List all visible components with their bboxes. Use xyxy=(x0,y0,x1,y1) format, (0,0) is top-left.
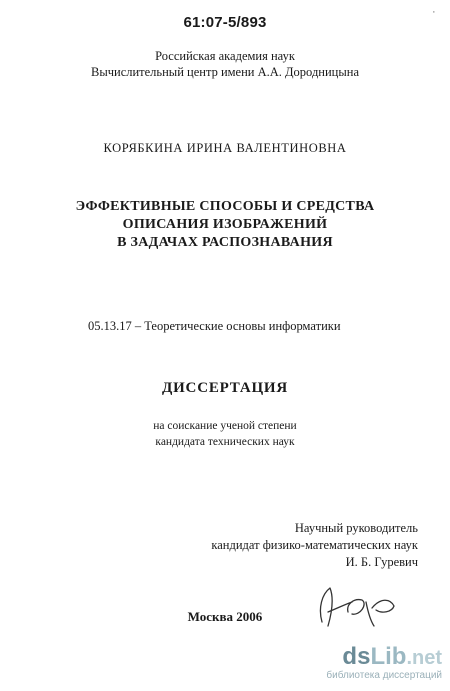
dslib-watermark xyxy=(312,644,442,681)
degree-line-2: кандидата технических наук xyxy=(155,436,295,448)
title-line-1: ЭФФЕКТИВНЫЕ СПОСОБЫ И СРЕДСТВА xyxy=(75,199,375,214)
corner-mark: · xyxy=(432,6,436,18)
dslib-logo-net: .net xyxy=(406,647,442,669)
title-line-3: В ЗАДАЧАХ РАСПОЗНАВАНИЯ xyxy=(117,235,333,250)
organization-block xyxy=(0,48,450,80)
supervisor-name: И. Б. Гуревич xyxy=(345,555,418,569)
supervisor-block xyxy=(178,520,418,571)
author-name: КОРЯБКИНА ИРИНА ВАЛЕНТИНОВНА xyxy=(103,141,347,155)
document-type: ДИССЕРТАЦИЯ xyxy=(161,380,289,396)
specialty-code: 05.13.17 – Теоретические основы информатики xyxy=(88,319,341,333)
degree-block xyxy=(0,418,450,450)
dissertation-title xyxy=(0,198,450,252)
handwritten-signature-icon xyxy=(308,582,404,632)
dslib-subtitle: библиотека диссертаций xyxy=(326,670,442,681)
dslib-logo xyxy=(312,644,442,671)
degree-line-1: на соискание ученой степени xyxy=(153,420,297,432)
supervisor-role: Научный руководитель xyxy=(294,521,418,535)
organization-line-2: Вычислительный центр имени А.А. Дородницына xyxy=(90,65,360,79)
reference-code: 61:07-5/893 xyxy=(183,14,267,31)
place-and-year: Москва 2006 xyxy=(187,609,263,624)
supervisor-degree: кандидат физико-математических наук xyxy=(211,538,418,552)
title-line-2: ОПИСАНИЯ ИЗОБРАЖЕНИЙ xyxy=(122,217,328,232)
dslib-logo-ds: ds xyxy=(342,643,371,670)
dslib-logo-lib: Lib xyxy=(370,643,407,670)
organization-line-1: Российская академия наук xyxy=(155,49,295,63)
